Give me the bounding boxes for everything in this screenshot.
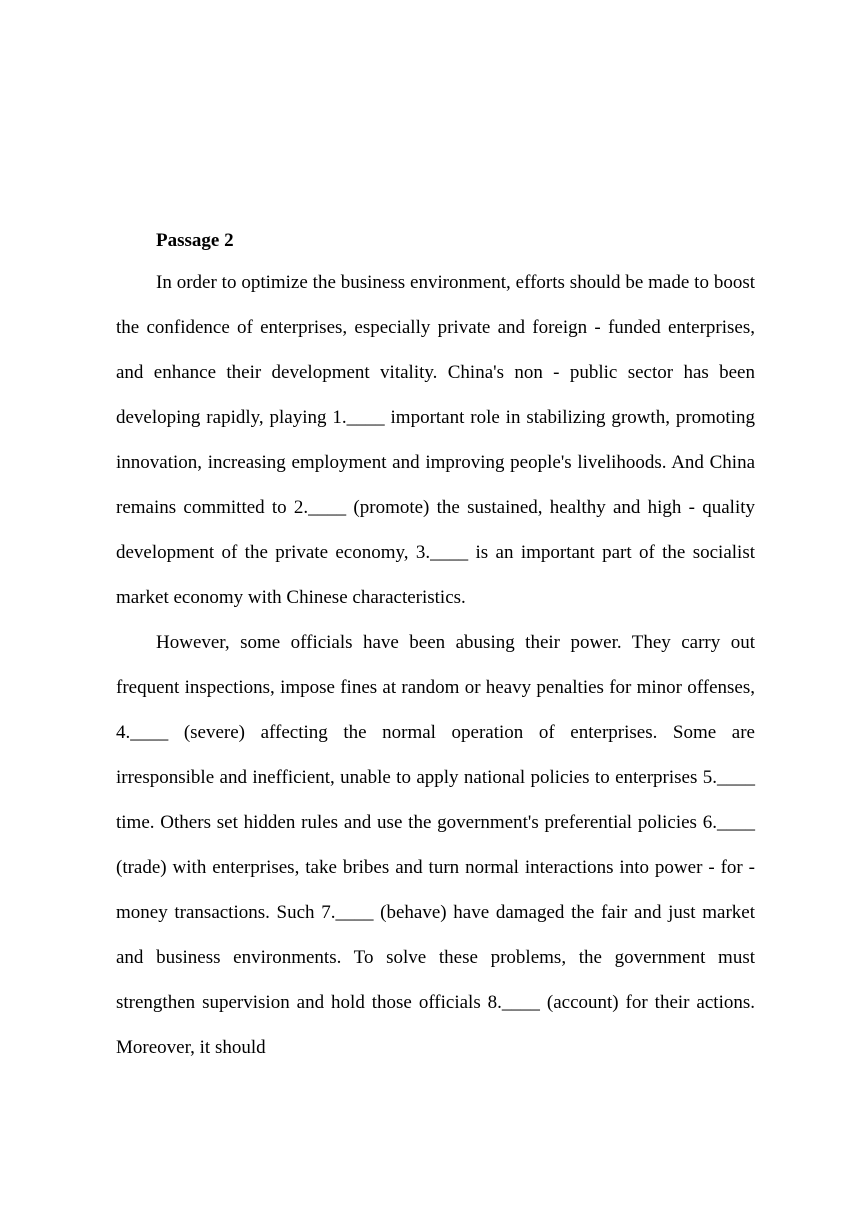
passage-heading: Passage 2 [156,230,234,251]
paragraph-1: In order to optimize the business environment, efforts should be made to boost the confidence of enterprises, especially private and foreign - funded enterprises, and enhance their development vitality. China's non - public sector has been developing rapidly, playing 1.____ important role in stabilizing growth, promoting innovation, increasing employment and improving people's livelihoods. And China remains committed to 2.____ (promote) the sustained, healthy and high - quality development of the private economy, 3.____ is an important part of the socialist market economy with Chinese characteristics. [116,272,755,608]
document-page [116,222,755,1070]
paragraph-2: However, some officials have been abusing their power. They carry out frequent inspections, impose fines at random or heavy penalties for minor offenses, 4.____ (severe) affecting the normal operation of enterprises. Some are irresponsible and inefficient, unable to apply national policies to enterprises 5.____ time. Others set hidden rules and use the government's preferential policies 6.____ (trade) with enterprises, take bribes and turn normal interactions into power - for - money transactions. Such 7.____ (behave) have damaged the fair and just market and business environments. To solve these problems, the government must strengthen supervision and hold those officials 8.____ (account) for their actions. Moreover, it should [116,632,755,1058]
